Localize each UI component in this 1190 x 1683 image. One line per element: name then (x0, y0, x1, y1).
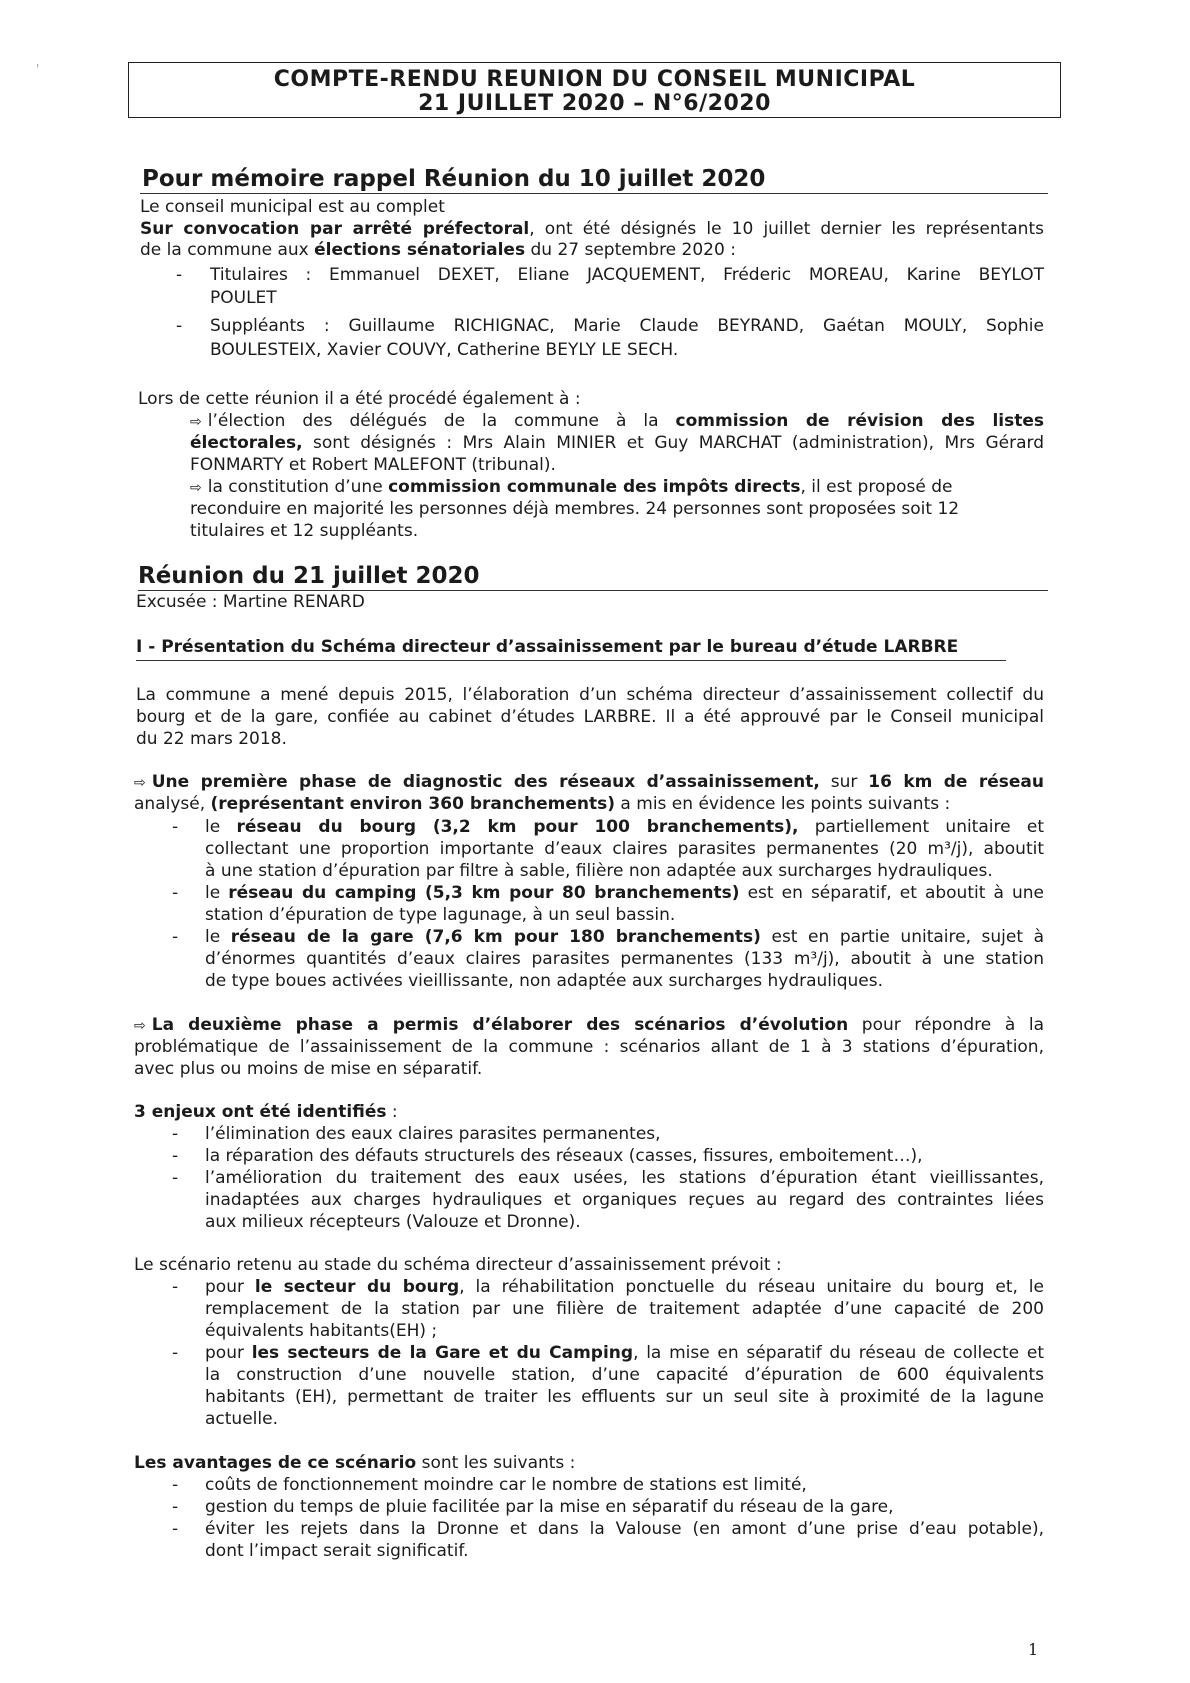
item2-text2: , il est proposé de (800, 477, 953, 497)
convocation-bold: Sur convocation par arrêté préfectoral (140, 219, 530, 239)
b1-line3: à une station d’épuration par filtre à sable, filière non adaptée aux surcharges hydrauliques. (205, 861, 993, 881)
s2-line3: habitants (EH), permettant de traiter les effluents sur un seul site à proximité de la lagune (205, 1387, 1044, 1407)
bullet-dash: - (172, 1168, 179, 1188)
phase1-bold3: (représentant environ 360 branchements) (210, 794, 616, 814)
enjeux-heading (134, 1101, 1044, 1123)
item2-line3: titulaires et 12 suppléants. (190, 521, 419, 541)
b3-line2: d’énormes quantités d’eaux claires parasites permanentes (133 m³/j), aboutit à une station (205, 949, 1044, 969)
phase1-text2: analysé, (134, 794, 211, 814)
bullet-dash: - (172, 1343, 179, 1363)
phase2-bold: La deuxième phase a permis d’élaborer des scénarios d’évolution (151, 1015, 849, 1035)
phase1-text3: a mis en évidence les points suivants : (615, 794, 951, 814)
scan-mark: ' (36, 62, 40, 76)
page-number: 1 (1028, 1640, 1039, 1659)
p2-text2: de la commune aux (140, 240, 315, 260)
section1-line1: Le conseil municipal est au complet (140, 197, 445, 217)
phase2-text1: pour répondre à la (848, 1015, 1044, 1035)
bullet-dash: - (172, 1475, 179, 1495)
s2-line1 (205, 1342, 1044, 1364)
titulaires-line2: POULET (210, 288, 277, 308)
b1-bold: réseau du bourg (3,2 km pour 100 branchements), (236, 817, 799, 837)
arrow-icon: ⇨ (190, 414, 202, 430)
s2-line4: actuelle. (205, 1409, 278, 1429)
s1-bold: le secteur du bourg (254, 1277, 460, 1297)
bullet-dash: - (172, 883, 179, 903)
section1-para2-l2 (140, 239, 1044, 261)
subsection-heading: I - Présentation du Schéma directeur d’assainissement par le bureau d’étude LARBRE (136, 637, 959, 657)
item1-text2: sont désignés : Mrs Alain MINIER et Guy MARCHAT (administration), Mrs Gérard (302, 433, 1044, 453)
phase1-text1: sur (819, 772, 869, 792)
suppleants-line1: Suppléants : Guillaume RICHIGNAC, Marie Claude BEYRAND, Gaétan MOULY, Sophie (210, 316, 1044, 336)
b1-line2: collectant une proportion importante d’eaux claires parasites permanentes (20 m³/j), aboutit (205, 839, 1044, 859)
intro-line1: La commune a mené depuis 2015, l’élaboration d’un schéma directeur d’assainissement collectif du (136, 685, 1044, 705)
avantages-text: sont les suivants : (416, 1453, 576, 1473)
title-box (128, 62, 1061, 118)
b2-bold: réseau du camping (5,3 km pour 80 branchements) (228, 883, 740, 903)
bullet-dash: - (172, 1277, 179, 1297)
enjeux-bold: 3 enjeux ont été identifiés (134, 1102, 387, 1122)
section2-heading: Réunion du 21 juillet 2020 (138, 563, 480, 589)
b2-line1 (205, 882, 1044, 904)
item2-line1 (190, 476, 1044, 499)
arrow-icon: ⇨ (190, 480, 202, 496)
section1-heading: Pour mémoire rappel Réunion du 10 juillet 2020 (142, 166, 766, 192)
title-line-1: COMPTE-RENDU REUNION DU CONSEIL MUNICIPAL (273, 67, 916, 92)
subsection-rule (136, 660, 1006, 661)
section1-para2-l1 (140, 218, 1044, 240)
b1-text1: le (205, 817, 237, 837)
item1-line3: FONMARTY et Robert MALEFONT (tribunal). (190, 455, 556, 475)
phase2-line3: avec plus ou moins de mise en séparatif. (134, 1059, 483, 1079)
item1-bold2: électorales, (190, 433, 303, 453)
s1-text2: , la réhabilitation ponctuelle du réseau unitaire du bourg et, le (459, 1277, 1044, 1297)
phase1-bold1: Une première phase de diagnostic des réseaux d’assainissement, (151, 772, 820, 792)
bullet-dash: - (172, 1497, 179, 1517)
phase2-line1 (134, 1014, 1044, 1037)
suppleants-line2: BOULESTEIX, Xavier COUVY, Catherine BEYLY LE SECH. (210, 340, 679, 360)
s2-text2: , la mise en séparatif du réseau de collecte et (633, 1343, 1044, 1363)
bullet-dash: - (176, 316, 183, 336)
enjeux-colon: : (386, 1102, 398, 1122)
b2-text1: le (205, 883, 229, 903)
avantages-line (134, 1452, 1044, 1474)
lors-line: Lors de cette réunion il a été procédé également à : (138, 389, 581, 409)
section1-rule (140, 193, 1048, 194)
item1-line1 (190, 410, 1044, 433)
convocation-text: , ont été désignés le 10 juillet dernier les représentants (529, 219, 1044, 239)
enjeu-1: l’élimination des eaux claires parasites permanentes, (205, 1124, 661, 1144)
arrow-icon: ⇨ (134, 775, 146, 791)
enjeu-2: la réparation des défauts structurels des réseaux (casses, fissures, emboitement…), (205, 1146, 923, 1166)
s1-line3: équivalents habitants(EH) ; (205, 1321, 438, 1341)
b2-line2: station d’épuration de type lagunage, à un seul bassin. (205, 905, 676, 925)
phase1-line2 (134, 793, 1044, 815)
bullet-dash: - (172, 1124, 179, 1144)
item2-line2: reconduire en majorité les personnes déjà membres. 24 personnes sont proposées soit 12 (190, 499, 960, 519)
phase1-line1 (134, 771, 1044, 794)
enjeu-3-line2: inadaptées aux charges hydrauliques et organiques reçues au regard des contraintes liées (205, 1190, 1044, 1210)
intro-line3: du 22 mars 2018. (136, 729, 287, 749)
scenario-intro: Le scénario retenu au stade du schéma directeur d’assainissement prévoit : (134, 1255, 782, 1275)
s2-bold: les secteurs de la Gare et du Camping (251, 1343, 634, 1363)
bullet-dash: - (172, 1519, 179, 1539)
b3-text2: est en partie unitaire, sujet à (760, 927, 1044, 947)
item1-line2 (190, 432, 1044, 454)
b1-line1 (205, 816, 1044, 838)
b3-bold: réseau de la gare (7,6 km pour 180 branchements) (230, 927, 761, 947)
enjeu-3-line3: aux milieux récepteurs (Valouze et Dronne). (205, 1212, 581, 1232)
bullet-dash: - (172, 817, 179, 837)
bullet-dash: - (176, 265, 183, 285)
title-line-2: 21 JUILLET 2020 – N°6/2020 (418, 91, 771, 116)
bullet-dash: - (172, 927, 179, 947)
enjeu-3-line1: l’amélioration du traitement des eaux usées, les stations d’épuration étant vieillissantes, (205, 1168, 1044, 1188)
item1-text1: l’élection des délégués de la commune à la (207, 411, 676, 431)
avantage-3-line2: dont l’impact serait significatif. (205, 1541, 469, 1561)
avantage-2: gestion du temps de pluie facilitée par la mise en séparatif du réseau de la gare, (205, 1497, 894, 1517)
b3-text1: le (205, 927, 231, 947)
b1-text2: partiellement unitaire et (798, 817, 1044, 837)
item1-bold1: commission de révision des listes (675, 411, 1044, 431)
s2-text1: pour (205, 1343, 252, 1363)
item2-bold: commission communale des impôts directs (388, 477, 801, 497)
phase1-bold2: 16 km de réseau (868, 772, 1044, 792)
s1-line1 (205, 1276, 1044, 1298)
bullet-dash: - (172, 1146, 179, 1166)
item2-text1: la constitution d’une (207, 477, 389, 497)
b3-line3: de type boues activées vieillissante, non adaptée aux surcharges hydrauliques. (205, 971, 884, 991)
arrow-icon: ⇨ (134, 1018, 146, 1034)
b2-text2: est en séparatif, et aboutit à une (739, 883, 1044, 903)
avantage-1: coûts de fonctionnement moindre car le nombre de stations est limité, (205, 1475, 807, 1495)
intro-line2: bourg et de la gare, confiée au cabinet d’études LARBRE. Il a été approuvé par le Conseil municipal (136, 707, 1044, 727)
b3-line1 (205, 926, 1044, 948)
elections-bold: élections sénatoriales (314, 240, 526, 260)
excusee-line: Excusée : Martine RENARD (136, 592, 365, 612)
s1-text1: pour (205, 1277, 255, 1297)
avantage-3-line1: éviter les rejets dans la Dronne et dans la Valouse (en amont d’une prise d’eau potable), (205, 1519, 1044, 1539)
avantages-bold: Les avantages de ce scénario (134, 1453, 417, 1473)
p2-text3: du 27 septembre 2020 : (525, 240, 736, 260)
phase2-line2: problématique de l’assainissement de la commune : scénarios allant de 1 à 3 stations d’épuration, (134, 1037, 1044, 1057)
s2-line2: la construction d’une nouvelle station, d’une capacité d’épuration de 600 équivalents (205, 1365, 1044, 1385)
s1-line2: remplacement de la station par une filière de traitement adaptée d’une capacité de 200 (205, 1299, 1044, 1319)
titulaires-line1: Titulaires : Emmanuel DEXET, Eliane JACQUEMENT, Fréderic MOREAU, Karine BEYLOT (210, 265, 1044, 285)
